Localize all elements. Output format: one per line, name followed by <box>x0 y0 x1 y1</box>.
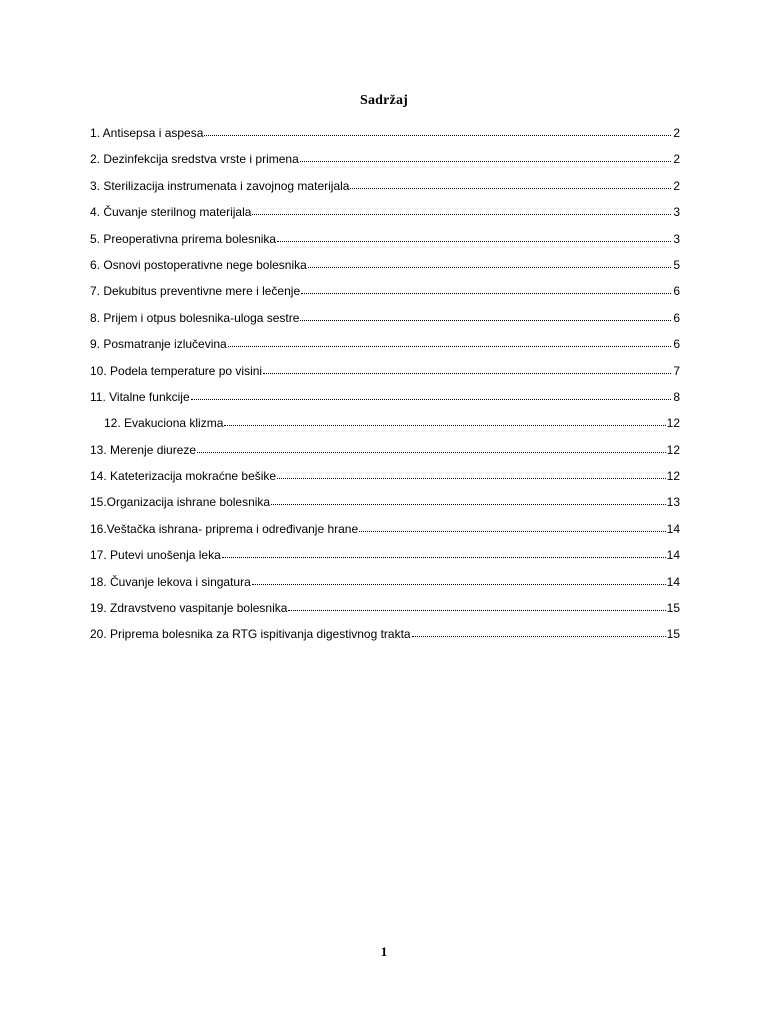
toc-entry[interactable] <box>90 204 680 230</box>
toc-entry-label: 7. Dekubitus preventivne mere i lečenje <box>90 284 301 299</box>
toc-entry-label: 20. Priprema bolesnika za RTG ispitivanja digestivnog trakta <box>90 627 411 642</box>
toc-entry-page: 6 <box>673 310 680 325</box>
toc-entry[interactable] <box>90 257 680 283</box>
toc-entry-label: 8. Prijem i otpus bolesnika-uloga sestre <box>90 310 300 325</box>
toc-entry[interactable] <box>90 389 680 415</box>
toc-entry-page: 13 <box>666 495 680 510</box>
toc-entry[interactable] <box>90 521 680 547</box>
toc-dot-leader <box>197 442 666 454</box>
toc-dot-leader <box>191 389 671 401</box>
toc-entry-label: 10. Podela temperature po visini <box>90 363 263 378</box>
toc-entry-label: 6. Osnovi postoperativne nege bolesnika <box>90 257 307 272</box>
toc-entry-label: 16.Veštačka ishrana- priprema i određivanje hrane <box>90 521 359 536</box>
toc-entry-page: 8 <box>673 389 680 404</box>
toc-dot-leader <box>252 204 671 216</box>
toc-entry[interactable] <box>90 574 680 600</box>
toc-dot-leader <box>263 363 671 375</box>
toc-dot-leader <box>308 257 671 269</box>
toc-entry-page: 7 <box>673 363 680 378</box>
toc-entry-page: 14 <box>666 574 680 589</box>
toc-dot-leader <box>224 415 665 427</box>
toc-entry-page: 3 <box>673 231 680 246</box>
toc-entry[interactable] <box>90 310 680 336</box>
toc-entry-page: 12 <box>666 442 680 457</box>
toc-entry[interactable] <box>90 626 680 652</box>
toc-entry-label: 14. Kateterizacija mokraćne bešike <box>90 469 277 484</box>
toc-dot-leader <box>271 494 666 506</box>
toc-entry-page: 2 <box>673 178 680 193</box>
toc-entry-label: 1. Antisepsa i aspesa <box>90 126 204 140</box>
toc-entry-label: 3. Sterilizacija instrumenata i zavojnog materijala <box>90 178 350 193</box>
toc-entry[interactable] <box>90 125 680 151</box>
toc-entry-label: 17. Putevi unošenja leka <box>90 548 221 563</box>
toc-dot-leader <box>277 231 671 243</box>
toc-entry[interactable] <box>90 363 680 389</box>
toc-dot-leader <box>277 468 666 480</box>
toc-entry-page: 14 <box>666 521 680 536</box>
toc-dot-leader <box>301 283 671 295</box>
toc-entry[interactable] <box>90 178 680 204</box>
toc-dot-leader <box>222 547 666 559</box>
toc-dot-leader <box>204 125 671 137</box>
toc-entry-page: 14 <box>666 548 680 563</box>
toc-entry-label: 19. Zdravstveno vaspitanje bolesnika <box>90 601 288 616</box>
toc-entry[interactable] <box>90 336 680 362</box>
toc-entry-label: 18. Čuvanje lekova i singatura <box>90 574 251 589</box>
toc-entry[interactable] <box>90 547 680 573</box>
toc-entry[interactable] <box>90 231 680 257</box>
toc-entry[interactable] <box>90 468 680 494</box>
toc-entry-page: 6 <box>673 284 680 299</box>
toc-entry-page: 15 <box>666 601 680 616</box>
toc-entry-label: 15.Organizacija ishrane bolesnika <box>90 495 271 510</box>
toc-entry[interactable] <box>90 283 680 309</box>
toc-entry-label: 11. Vitalne funkcije <box>90 389 190 404</box>
toc-entry-page: 15 <box>666 627 680 642</box>
toc-entry[interactable] <box>90 415 680 441</box>
toc-entry[interactable] <box>90 600 680 626</box>
toc-dot-leader <box>350 178 671 190</box>
toc-entry[interactable] <box>90 494 680 520</box>
toc-entry[interactable] <box>90 151 680 177</box>
toc-dot-leader <box>228 336 671 348</box>
toc-entry-label: 12. Evakuciona klizma <box>104 416 224 431</box>
toc-entry-page: 2 <box>673 152 680 167</box>
toc-title: Sadržaj <box>359 93 409 108</box>
toc-list <box>90 125 680 653</box>
toc-dot-leader <box>288 600 665 612</box>
page-number: 1 <box>380 944 388 959</box>
toc-entry-label: 4. Čuvanje sterilnog materijala <box>90 205 252 220</box>
toc-entry-label: 2. Dezinfekcija sredstva vrste i primena <box>90 152 299 167</box>
toc-entry-page: 5 <box>673 257 680 272</box>
toc-entry-page: 12 <box>666 469 680 484</box>
toc-entry-page: 3 <box>673 205 680 220</box>
toc-entry-page: 12 <box>666 416 680 431</box>
toc-entry-label: 9. Posmatranje izlučevina <box>90 337 227 352</box>
toc-entry-label: 5. Preoperativna prirema bolesnika <box>90 231 277 246</box>
toc-dot-leader <box>300 151 671 163</box>
toc-entry-page: 2 <box>673 126 680 140</box>
toc-entry-page: 6 <box>673 337 680 352</box>
toc-dot-leader <box>252 574 666 586</box>
toc-entry-label: 13. Merenje diureze <box>90 442 197 457</box>
toc-entry[interactable] <box>90 442 680 468</box>
toc-dot-leader <box>412 626 666 638</box>
toc-dot-leader <box>300 310 671 322</box>
toc-dot-leader <box>359 521 665 533</box>
